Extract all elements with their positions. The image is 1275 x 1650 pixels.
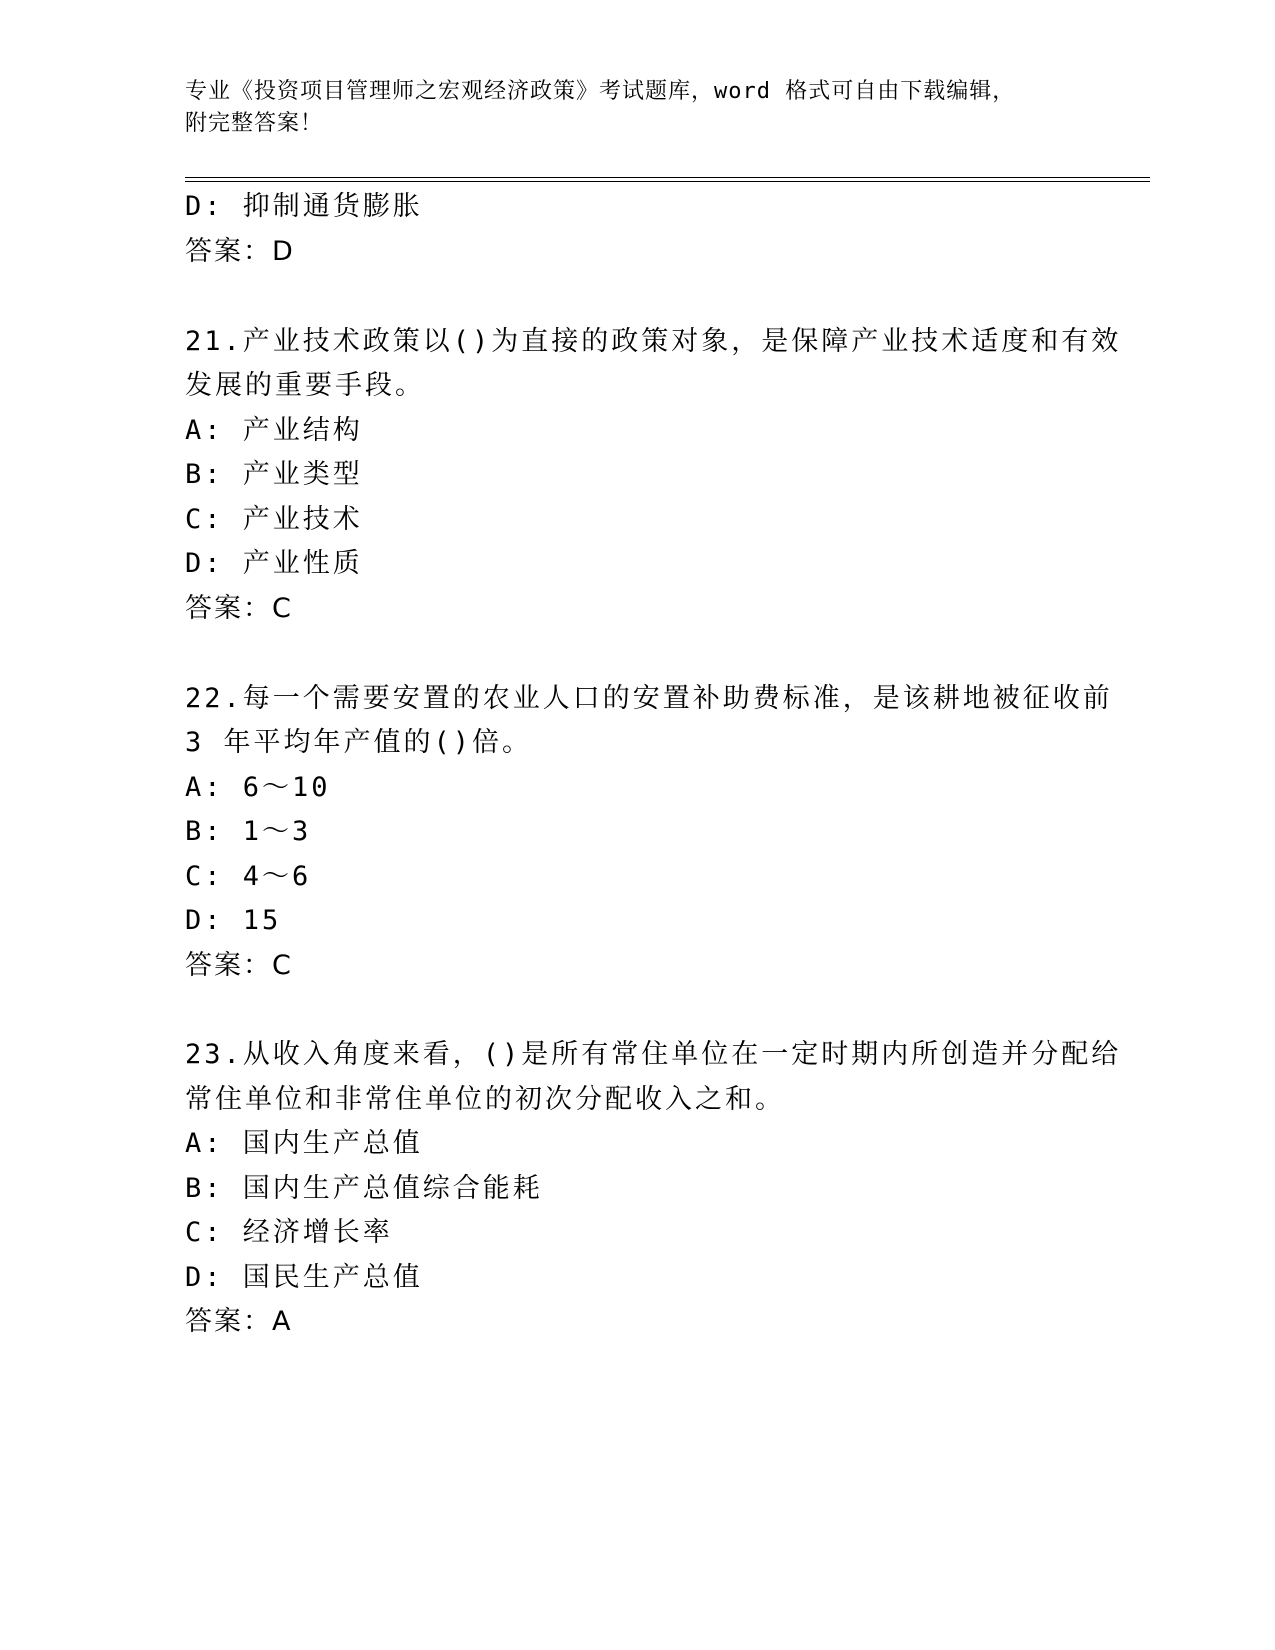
- q21-option-d: D: 产业性质: [185, 548, 363, 579]
- q21-stem-line-2: 发展的重要手段。: [185, 370, 425, 401]
- header-line-1: 专业《投资项目管理师之宏观经济政策》考试题库，word 格式可自由下载编辑，: [185, 79, 1016, 104]
- q22-option-c: C: 4～6: [185, 861, 312, 892]
- prev-option-d: D: 抑制通货膨胀: [185, 191, 423, 222]
- q22-option-a: A: 6～10: [185, 772, 331, 803]
- q21-option-a: A: 产业结构: [185, 415, 363, 446]
- q23-option-c: C: 经济增长率: [185, 1217, 393, 1248]
- q22-option-d: D: 15: [185, 905, 282, 936]
- prev-answer: 答案：D: [185, 236, 295, 267]
- q23-option-a: A: 国内生产总值: [185, 1128, 423, 1159]
- q22-answer: 答案：C: [185, 950, 293, 981]
- q21-option-c: C: 产业技术: [185, 504, 363, 535]
- header-divider-bottom: [185, 181, 1150, 182]
- q23-answer: 答案：A: [185, 1306, 293, 1337]
- q22-stem-line-1: 22.每一个需要安置的农业人口的安置补助费标准，是该耕地被征收前: [185, 683, 1113, 714]
- q23-option-d: D: 国民生产总值: [185, 1262, 423, 1293]
- header-line-2: 附完整答案！: [185, 111, 324, 136]
- q22-stem-line-2: 3 年平均年产值的()倍。: [185, 727, 533, 758]
- q23-stem-line-1: 23.从收入角度来看，()是所有常住单位在一定时期内所创造并分配给: [185, 1039, 1122, 1070]
- q21-stem-line-1: 21.产业技术政策以()为直接的政策对象，是保障产业技术适度和有效: [185, 326, 1122, 357]
- header-divider-top: [185, 177, 1150, 178]
- q21-answer: 答案：C: [185, 593, 293, 624]
- page-header: [185, 76, 1085, 140]
- q21-option-b: B: 产业类型: [185, 459, 363, 490]
- q22-option-b: B: 1～3: [185, 816, 312, 847]
- q23-option-b: B: 国内生产总值综合能耗: [185, 1173, 543, 1204]
- q23-stem-line-2: 常住单位和非常住单位的初次分配收入之和。: [185, 1084, 785, 1115]
